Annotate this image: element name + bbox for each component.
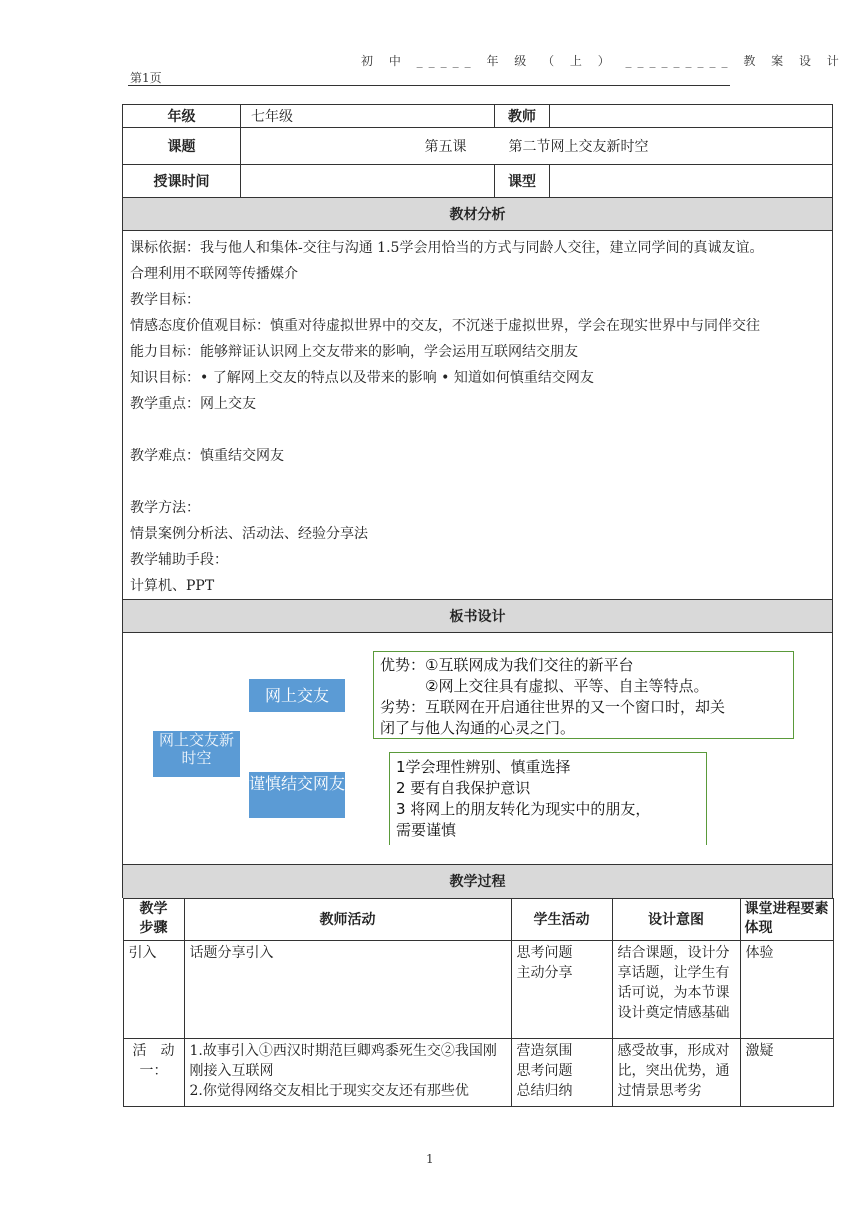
row-teacher-activity: 1.故事引入①西汉时期范巨卿鸡黍死生交②我国刚刚接入互联网 2.你觉得网络交友相比于现实交友还有那些优 xyxy=(184,1038,511,1106)
careful-tips-box xyxy=(389,752,707,845)
row-element: 体验 xyxy=(740,940,833,1038)
advantage-line: ②网上交往具有虚拟、平等、自主等特点。 xyxy=(380,677,709,695)
board-branch-careful xyxy=(249,772,345,818)
tip-line: 3 将网上的朋友转化为现实中的朋友， xyxy=(396,800,651,818)
analysis-line: 教学难点：慎重结交网友 xyxy=(130,448,284,464)
process-header: 教学步骤 xyxy=(123,898,184,940)
grade-value: 七年级 xyxy=(241,105,495,128)
analysis-blank-line xyxy=(130,417,826,443)
analysis-blank-line xyxy=(130,469,826,495)
teacher-label: 教师 xyxy=(495,105,550,128)
analysis-title: 教材分析 xyxy=(123,198,833,231)
time-value xyxy=(241,165,495,198)
process-wrapper xyxy=(123,898,833,1107)
advantages-box xyxy=(373,651,794,739)
teacher-value xyxy=(550,105,833,128)
row-step: 活 动一： xyxy=(123,1038,184,1106)
advantage-line: 劣势：互联网在开启通往世界的又一个窗口时，却关 xyxy=(380,698,726,716)
branch-online-text: 网上交友 xyxy=(264,686,329,705)
tip-line: 需要谨慎 xyxy=(396,821,457,839)
board-branch-online xyxy=(249,679,345,712)
branch-careful-text: 谨慎结交网友 xyxy=(249,774,346,793)
row-student-activity: 思考问题 主动分享 xyxy=(511,940,612,1038)
analysis-line: 计算机、PPT xyxy=(130,578,215,594)
analysis-line: 知识目标：• 了解网上交友的特点以及带来的影响 • 知道如何慎重结交网友 xyxy=(130,370,594,386)
analysis-line: 教学重点：网上交友 xyxy=(130,396,256,412)
board-center-text: 网上交友新时空 xyxy=(158,731,234,767)
process-header: 课堂进程要素体现 xyxy=(740,898,833,940)
process-row xyxy=(123,940,833,1038)
row-step: 引入 xyxy=(123,940,184,1038)
analysis-line: 能力目标：能够辩证认识网上交友带来的影响，学会运用互联网结交朋友 xyxy=(130,344,578,360)
board-center-box xyxy=(153,731,240,777)
analysis-line: 情景案例分析法、活动法、经验分享法 xyxy=(130,526,368,542)
grade-label: 年级 xyxy=(123,105,241,128)
topic-label: 课题 xyxy=(123,128,241,165)
page-tag: 第1页 xyxy=(130,71,162,85)
process-header: 设计意图 xyxy=(612,898,740,940)
process-row xyxy=(123,1038,833,1106)
tip-line: 2 要有自我保护意识 xyxy=(396,779,531,797)
analysis-content xyxy=(123,231,833,600)
row-design-intent: 感受故事，形成对比，突出优势，通过情景思考劣 xyxy=(612,1038,740,1106)
lesson-plan-table xyxy=(122,104,833,1107)
process-title: 教学过程 xyxy=(123,865,833,898)
analysis-line: 教学辅助手段： xyxy=(130,552,228,568)
row-teacher-activity: 话题分享引入 xyxy=(184,940,511,1038)
process-header: 教师活动 xyxy=(184,898,511,940)
analysis-line: 教学方法： xyxy=(130,500,200,516)
type-value xyxy=(550,165,833,198)
topic-value: 第五课 第二节网上交友新时空 xyxy=(241,128,833,165)
header-rule xyxy=(128,85,730,86)
page-number: 1 xyxy=(426,1152,434,1166)
analysis-line: 教学目标： xyxy=(130,292,200,308)
advantage-line: 优势：①互联网成为我们交往的新平台 xyxy=(380,656,634,674)
time-label: 授课时间 xyxy=(123,165,241,198)
tip-line: 1学会理性辨别、慎重选择 xyxy=(396,758,571,776)
row-design-intent: 结合课题，设计分享话题，让学生有话可说，为本节课设计奠定情感基础 xyxy=(612,940,740,1038)
process-table xyxy=(123,898,834,1107)
header-line: 初 中 _____ 年 级 （ 上 ） _________ 教 案 设 计 xyxy=(361,54,845,68)
row-element: 激疑 xyxy=(740,1038,833,1106)
advantage-line: 闭了与他人沟通的心灵之门。 xyxy=(380,719,576,737)
analysis-line: 课标依据：我与他人和集体-交往与沟通 1.5学会用恰当的方式与同龄人交往，建立同学间的真诚友谊。 xyxy=(130,240,764,256)
analysis-line: 合理利用不联网等传播媒介 xyxy=(130,266,298,282)
type-label: 课型 xyxy=(495,165,550,198)
board-title: 板书设计 xyxy=(123,600,833,633)
row-student-activity: 营造氛围 思考问题 总结归纳 xyxy=(511,1038,612,1106)
process-header: 学生活动 xyxy=(511,898,612,940)
board-design xyxy=(123,633,833,865)
analysis-line: 情感态度价值观目标：慎重对待虚拟世界中的交友，不沉迷于虚拟世界，学会在现实世界中与同伴交往 xyxy=(130,318,760,334)
